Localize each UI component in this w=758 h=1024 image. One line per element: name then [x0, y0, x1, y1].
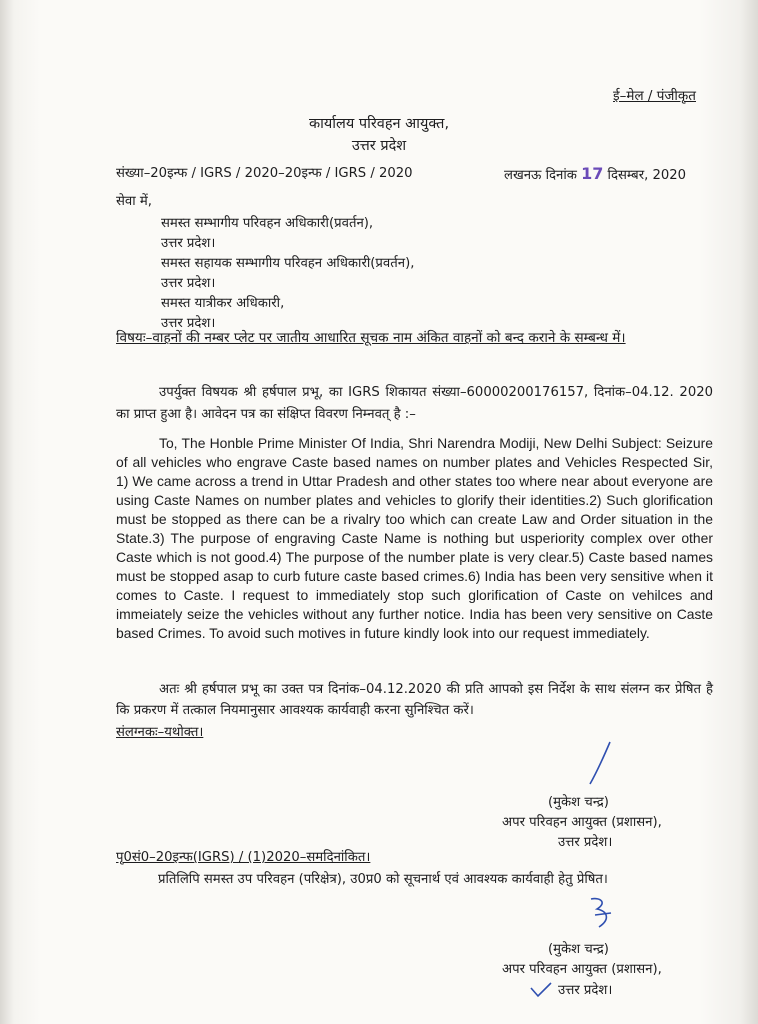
copy-reference-number: पृ0सं0–20इन्फ(IGRS) / (1)2020–समदिनांकित। [116, 850, 371, 865]
initial-tick-mark [528, 980, 554, 1000]
signatory1-name: (मुकेश चन्द्र) [548, 795, 609, 810]
signatory1-state: उत्तर प्रदेश। [558, 835, 613, 850]
signature-mark-1 [580, 738, 620, 790]
signatory2-name: (मुकेश चन्द्र) [548, 942, 609, 957]
intro-paragraph: उपर्युक्त विषयक श्री हर्षपाल प्रभू, का IGRS शिकायत संख्या–60000200176157, दिनांक–04.12. 2020 का प्राप्त हुआ है। आवेदन पत्र का संक्षिप्त विवरण निम्नवत् है :– [116, 385, 713, 422]
direction-paragraph: अतः श्री हर्षपाल प्रभू का उक्त पत्र दिनांक–04.12.2020 की प्रति आपको इस निर्देश के साथ संलग्न कर प्रेषित है कि प्रकरण में तत्काल नियमानुसार आवश्यक कार्यवाही करना सुनिश्चित करें। [116, 682, 713, 718]
recipient-line: उत्तर प्रदेश। [161, 236, 216, 251]
recipient-line: उत्तर प्रदेश। [161, 316, 216, 331]
email-registered-tag: ई–मेल / पंजीकृत [613, 88, 696, 104]
signatory2-state: उत्तर प्रदेश। [558, 983, 613, 998]
recipient-line: समस्त सहायक सम्भागीय परिवहन अधिकारी(प्रवर्तन), [161, 256, 415, 271]
complaint-letter-text: To, The Honble Prime Minister Of India, Shri Narendra Modiji, New Delhi Subject: Seizure of all vehicles who engrave Caste based names on number plates and Vehicles Respected Sir, 1) We came across a trend in Uttar Pradesh and other states too where near about everyone are using Caste Names on number plates and vehicles to glorify their identities.2) Such glorification must be stopped as there can be a rivalry too which can create Law and Order situation in the State.3) The purpose of engraving Caste Name is nothing but usperiority complex over other Caste which is not good.4) The purpose of the number plate is very clear.5) Caste based names must be stopped asap to curb future caste based crimes.6) India has been very sensitive when it comes to Caste. I request to immediately stop such glorification of Caste on vehilces and immeiately seize the vehicles without any further notice. India has been very sensitive on Caste based Crimes. To avoid such motives in future kindly look into our request immediately. [116, 435, 713, 641]
copy-distribution-text: प्रतिलिपि समस्त उप परिवहन (परिक्षेत्र), उ0प्र0 को सूचनार्थ एवं आवश्यक कार्यवाही हेतु प्रेषित। [158, 872, 608, 887]
office-state: उत्तर प्रदेश [351, 138, 407, 154]
recipient-line: समस्त यात्रीकर अधिकारी, [161, 296, 285, 311]
signatory1-designation: अपर परिवहन आयुक्त (प्रशासन), [502, 815, 662, 830]
office-title: कार्यालय परिवहन आयुक्त, [308, 116, 450, 132]
date-prefix: लखनऊ दिनांक [504, 168, 577, 183]
salutation: सेवा में, [116, 194, 152, 209]
date-day-handwritten: 17 [581, 164, 604, 183]
attachment-note: संलग्नकः–यथोक्त। [116, 725, 204, 740]
date-suffix: दिसम्बर, 2020 [607, 168, 687, 183]
date-line [504, 166, 686, 184]
reference-number: संख्या–20इन्फ / IGRS / 2020–20इन्फ / IGRS / 2020 [116, 166, 413, 181]
signatory2-designation: अपर परिवहन आयुक्त (प्रशासन), [502, 962, 662, 977]
signature-mark-2 [585, 893, 621, 937]
recipient-line: उत्तर प्रदेश। [161, 276, 216, 291]
recipient-line: समस्त सम्भागीय परिवहन अधिकारी(प्रवर्तन), [161, 216, 374, 231]
subject-line: विषयः–वाहनों की नम्बर प्लेट पर जातीय आधारित सूचक नाम अंकित वाहनों को बन्द कराने के सम्बन्ध में। [116, 330, 626, 346]
